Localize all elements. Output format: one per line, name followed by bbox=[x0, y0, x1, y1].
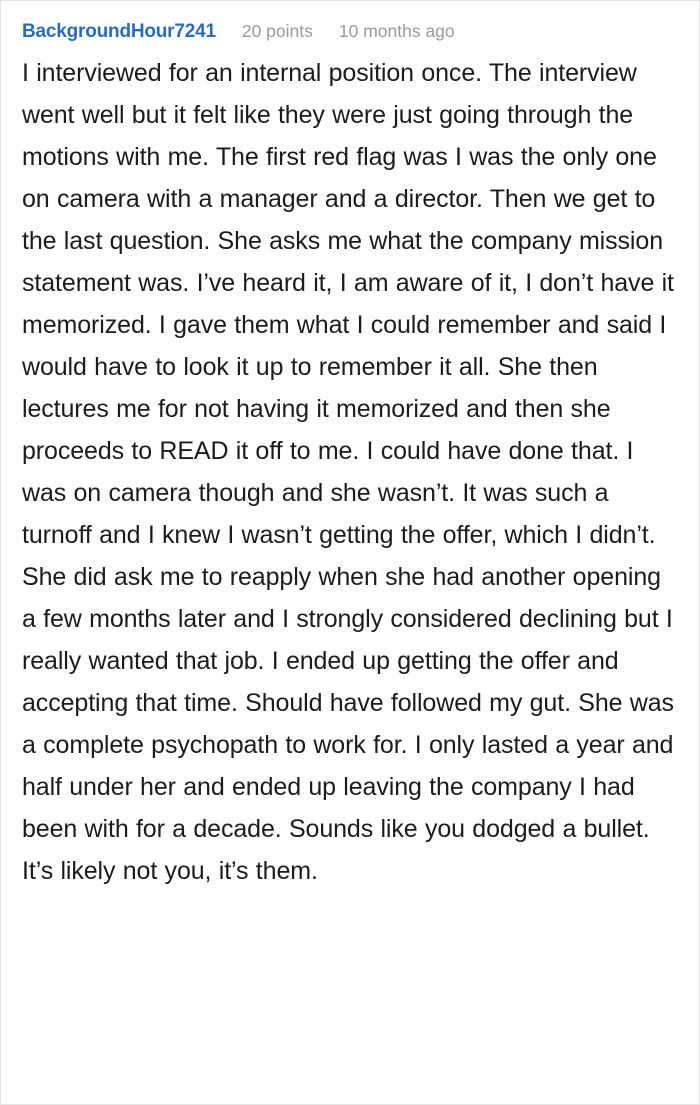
username-link[interactable]: BackgroundHour7241 bbox=[22, 21, 216, 42]
timestamp-label: 10 months ago bbox=[338, 21, 455, 41]
comment-header bbox=[22, 21, 675, 43]
comment-body: I interviewed for an internal position once. The interview went well but it felt like they were just going through the motions with me. The first red flag was I was the only one on camera with a manager and a director. Then we get to the last question. She asks me what the company mission statement was. I’ve heard it, I am aware of it, I don’t have it memorized. I gave them what I could remember and said I would have to look it up to remember it all. She then lectures me for not having it memorized and then she proceeds to READ it off to me. I could have done that. I was on camera though and she wasn’t. It was such a turnoff and I knew I wasn’t getting the offer, which I didn’t. She did ask me to reapply when she had another opening a few months later and I strongly considered declining but I really wanted that job. I ended up getting the offer and accepting that time. Should have followed my gut. She was a complete psychopath to work for. I only lasted a year and half under her and ended up leaving the company I had been with for a decade. Sounds like you dodged a bullet. It’s likely not you, it’s them. bbox=[22, 59, 674, 885]
points-label: 20 points bbox=[241, 21, 313, 41]
